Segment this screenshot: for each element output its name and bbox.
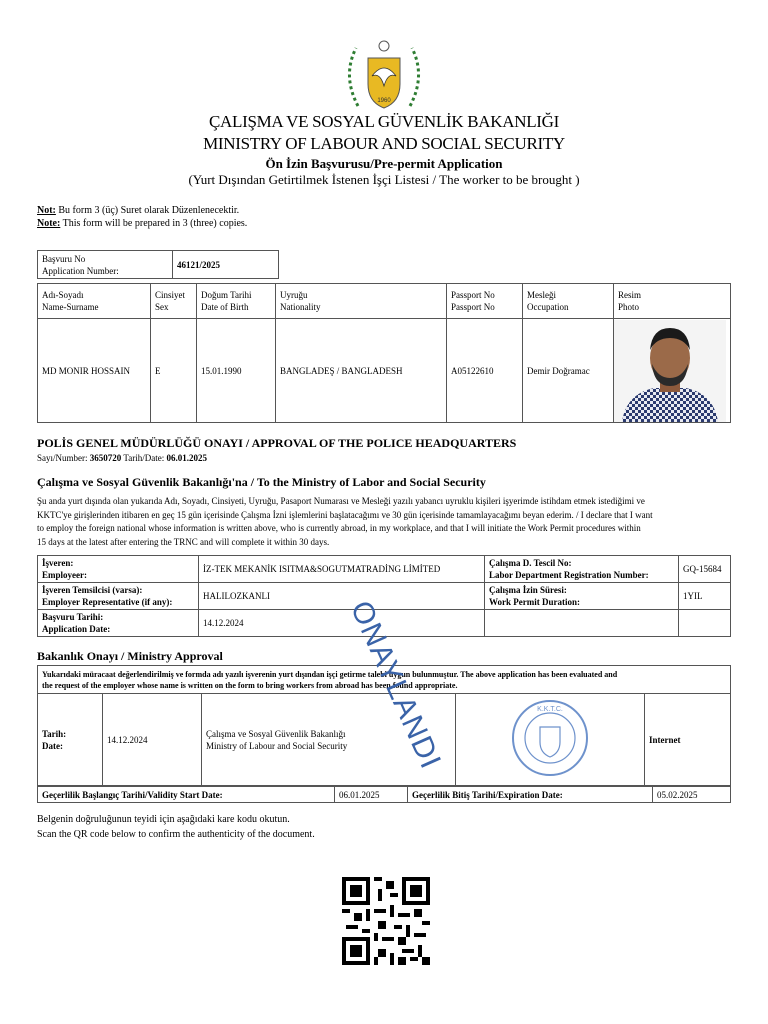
worker-photo	[614, 319, 731, 423]
title-en: MINISTRY OF LABOUR AND SOCIAL SECURITY	[203, 134, 565, 153]
worker-table-header: Adı-Soyadı Name-Surname Cinsiyet Sex Doğum Tarihi Date of Birth Uyruğu Nationality Passport No Passport No Mesleği Occupation Resim Photo	[38, 284, 731, 319]
worker-occupation: Demir Doğramac	[523, 319, 614, 423]
application-number-table	[37, 250, 279, 279]
representative-value: HALILOZKANLI	[199, 583, 485, 610]
app-no-label-en: Application Number:	[42, 265, 119, 276]
police-heading: POLİS GENEL MÜDÜRLÜĞÜ ONAYI / APPROVAL OF THE POLICE HEADQUARTERS	[37, 436, 517, 450]
approved-stamp: ONAYLANDI	[343, 596, 448, 775]
ministry-seal	[456, 694, 645, 786]
ministry-heading: Bakanlık Onayı / Ministry Approval	[37, 649, 223, 663]
ministry-channel: Internet	[645, 694, 731, 786]
form-subtitle-2: (Yurt Dışından Getirtilmek İstenen İşçi Listesi / The worker to be brought )	[188, 172, 580, 187]
validity-start-value: 06.01.2025	[335, 787, 408, 803]
app-no-value: 46121/2025	[173, 251, 279, 279]
ministry-date-value: 14.12.2024	[103, 694, 202, 786]
worker-name: MD MONIR HOSSAIN	[38, 319, 151, 423]
validity-table: Geçerlilik Başlangıç Tarihi/Validity Start Date: 06.01.2025 Geçerlilik Bitiş Tarihi/Expiration Date: 05.02.2025	[37, 786, 731, 803]
worker-nationality: BANGLADEŞ / BANGLADESH	[276, 319, 447, 423]
note-en	[37, 218, 247, 229]
police-date: 06.01.2025	[166, 453, 207, 463]
duration-value: 1YIL	[679, 583, 731, 610]
declaration-heading: Çalışma ve Sosyal Güvenlik Bakanlığı'na / To the Ministry of Labor and Social Security	[37, 475, 486, 489]
svg-text:1960: 1960	[377, 98, 391, 104]
table-row	[38, 319, 731, 423]
registration-value: GQ-15684	[679, 556, 731, 583]
note-en-text: This form will be prepared in 3 (three) copies.	[60, 218, 248, 229]
state-emblem	[340, 36, 428, 116]
app-no-label-tr: Başvuru No	[42, 253, 86, 264]
title-tr: ÇALIŞMA VE SOSYAL GÜVENLİK BAKANLIĞI	[209, 112, 559, 131]
worker-sex: E	[151, 319, 197, 423]
svg-text:K.K.T.C.: K.K.T.C.	[537, 706, 563, 713]
note-tr-label: Not:	[37, 205, 56, 216]
footer-line-en: Scan the QR code below to confirm the authenticity of the document.	[37, 829, 315, 840]
note-en-label: Note:	[37, 218, 61, 229]
application-date-value: 14.12.2024	[199, 610, 485, 637]
footer-line-tr: Belgenin doğruluğunun teyidi için aşağıdaki kare kodu okutun.	[37, 814, 290, 825]
employer-value: İZ-TEK MEKANİK ISITMA&SOGUTMATRADİNG LİMİTED	[199, 556, 485, 583]
note-tr-text: Bu form 3 (üç) Suret olarak Düzenlenecektir.	[55, 205, 240, 216]
police-number: 3650720	[89, 453, 122, 463]
employer-table: İşveren: Employeer: İZ-TEK MEKANİK ISITMA&SOGUTMATRADİNG LİMİTED Çalışma D. Tescil No: Labor Department Registration Number: GQ-15684 İşveren Temsilcisi (varsa): Employer Representative (if any): HALILOZKANLI Çalışma İzin Süresi: Work Permit Duration: 1YIL Başvuru Tarihi: Application Date: 14.12.2024	[37, 555, 731, 637]
qr-code[interactable]	[342, 877, 430, 965]
note-tr	[37, 205, 239, 216]
declaration-text: Şu anda yurt dışında olan yukarıda Adı, Soyadı, Cinsiyeti, Uyruğu, Pasaport Numarası ve Mesleği yazılı yabancı uyruklu kişileri işyerimde istihdam etmek istediğimi ve KKTC'ye girişlerinden itibaren en geç 15 gün içerisinde Çalışma İzni işlemlerini başlatacağımı ve 30 gün içerisinde tamamlayacağımı beyan ederim. / I declare that I want to employ the foreign national whose information is written above, who is currently abroad, in my workplace, and that I will initiate the Work Permit procedures within 15 days at the latest after entering the TRNC and will complete it within 30 days.	[37, 496, 653, 547]
worker-passport: A05122610	[447, 319, 523, 423]
expiration-value: 05.02.2025	[653, 787, 731, 803]
worker-dob: 15.01.1990	[197, 319, 276, 423]
police-number-line: Sayı/Number: 3650720 Tarih/Date: 06.01.2025	[37, 453, 207, 463]
worker-table	[37, 283, 731, 423]
ministry-table: Yukarıdaki müracaat değerlendirilmiş ve formda adı yazılı işverenin yurt dışından işçi getirme talebi uygun bulunmuştur. The above application has been evaluated and the request of the employer whose name is written on the form to bring workers from abroad has been found appropriate. Tarih: Date: 14.12.2024 Çalışma ve Sosyal Güvenlik Bakanlığı Ministry of Labour and Social Security K.K.T.C. Internet	[37, 665, 731, 786]
form-subtitle: Ön İzin Başvurusu/Pre-permit Application	[265, 156, 503, 171]
